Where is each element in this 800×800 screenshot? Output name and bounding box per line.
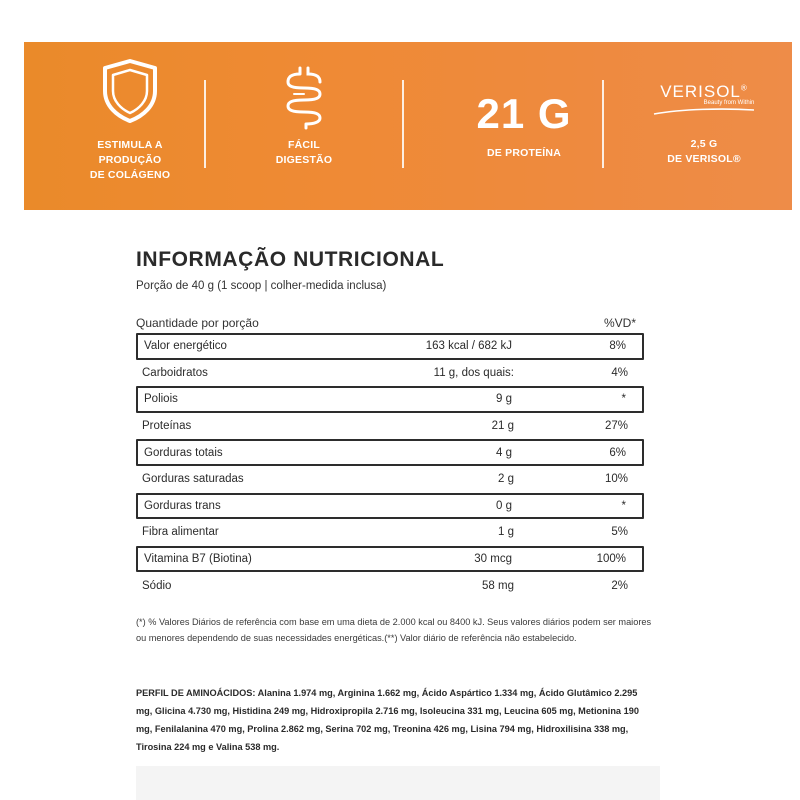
feature-verisol [634, 42, 774, 210]
row-name: Valor energético [144, 340, 227, 353]
verisol-tagline: Beauty from Within [703, 100, 755, 106]
row-quantity: 21 g [491, 420, 514, 433]
intestine-icon [280, 64, 328, 130]
verisol-swoosh-icon [652, 107, 756, 117]
row-name: Poliois [144, 393, 178, 406]
portion-text: Porção de 40 g (1 scoop | colher-medida inclusa) [136, 280, 387, 292]
row-name: Proteínas [142, 420, 192, 433]
amino-text: Alanina 1.974 mg, Arginina 1.662 mg, Ácido Aspártico 1.334 mg, Ácido Glutâmico 2.295 mg, Glicina 4.730 mg, Histidina 249 mg, Hidroxipropila 2.716 mg, Isoleucina 331 mg, Leucina 605 mg, Metionina 190 mg, Fenilalanina 470 mg, Prolina 2.862 mg, Serina 702 mg, Treonina 426 mg, Lisina 794 mg, Hidroxilisina 338 mg, Tirosina 224 mg e Valina 538 mg. [136, 688, 639, 752]
protein-amount: 21 G [476, 90, 572, 137]
row-quantity: 0 g [496, 499, 512, 512]
table-row [136, 386, 644, 413]
row-name: Gorduras saturadas [142, 473, 244, 486]
amino-label: PERFIL DE AMINOÁCIDOS: [136, 688, 256, 698]
shield-icon [99, 58, 161, 124]
feature2-line1: FÁCIL [288, 139, 320, 151]
header-quantity: Quantidade por porção [136, 316, 259, 330]
row-name: Vitamina B7 (Biotina) [144, 553, 252, 566]
verisol-registered: ® [740, 83, 748, 93]
row-vd: 4% [611, 366, 628, 379]
row-name: Carboidratos [142, 366, 208, 379]
row-name: Gorduras trans [144, 499, 221, 512]
verisol-logo [660, 82, 748, 102]
table-row [136, 439, 644, 466]
row-quantity: 11 g, dos quais: [433, 366, 514, 379]
bottom-bar [136, 766, 660, 800]
table-row [136, 413, 644, 440]
row-quantity: 30 mcg [474, 553, 512, 566]
table-row [136, 493, 644, 520]
row-vd: 8% [609, 340, 626, 353]
nutrition-title: INFORMAÇÃO NUTRICIONAL [136, 248, 445, 271]
table-header [136, 316, 644, 330]
verisol-line2: DE VERISOL® [667, 153, 741, 165]
footnote: (*) % Valores Diários de referência com base em uma dieta de 2.000 kcal ou 8400 kJ. Seus valores diários podem ser maiores ou menores dependendo de suas necessidades energéticas.(**) Valor diário de referência não estabelecido. [136, 617, 652, 643]
banner-divider [602, 80, 604, 168]
row-quantity: 58 mg [482, 579, 514, 592]
verisol-logo-text: VERISOL [660, 82, 741, 101]
row-vd: * [621, 393, 626, 406]
amino-profile [136, 684, 646, 756]
row-vd: 10% [604, 473, 628, 486]
row-name: Gorduras totais [144, 446, 223, 459]
feature1-line3: DE COLÁGENO [89, 169, 171, 181]
row-vd: 5% [611, 526, 628, 539]
row-quantity: 1 g [498, 526, 514, 539]
table-row [136, 519, 644, 546]
row-vd: 2% [611, 579, 628, 592]
row-vd: 100% [596, 553, 626, 566]
verisol-line1: 2,5 G [690, 138, 718, 150]
row-vd: * [621, 499, 626, 512]
row-quantity: 163 kcal / 682 kJ [425, 340, 512, 353]
row-vd: 27% [604, 420, 628, 433]
row-name: Fibra alimentar [142, 526, 219, 539]
table-row [136, 360, 644, 387]
feature1-line1: ESTIMULA A [97, 139, 163, 151]
nutrition-table [136, 333, 644, 599]
table-row [136, 333, 644, 360]
table-row [136, 466, 644, 493]
banner-divider [204, 80, 206, 168]
row-vd: 6% [609, 446, 626, 459]
feature1-line2: PRODUÇÃO [98, 154, 162, 166]
feature-digestion [244, 42, 364, 210]
feature-protein [424, 42, 624, 210]
header-vd: %VD* [603, 316, 636, 330]
banner-divider [402, 80, 404, 168]
row-name: Sódio [142, 579, 172, 592]
table-row [136, 572, 644, 599]
table-row [136, 546, 644, 573]
feature-banner [24, 42, 792, 210]
row-quantity: 9 g [496, 393, 512, 406]
row-quantity: 2 g [498, 473, 514, 486]
row-quantity: 4 g [496, 446, 512, 459]
protein-label: DE PROTEÍNA [487, 147, 561, 159]
feature-collagen [70, 42, 190, 210]
feature2-line2: DIGESTÃO [275, 154, 333, 166]
